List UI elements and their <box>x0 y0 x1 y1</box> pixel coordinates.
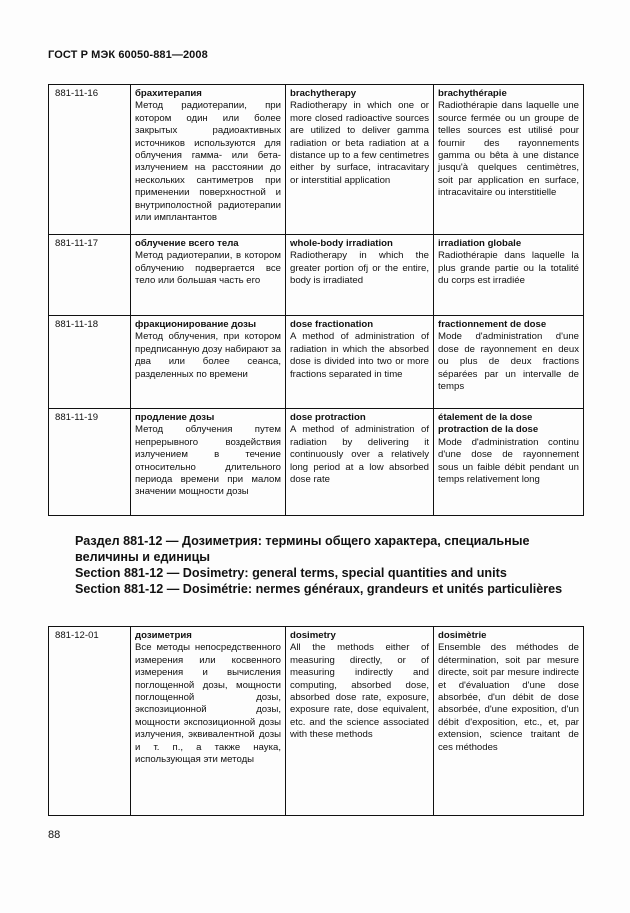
russian-definition: Все методы непосредственного измерения или косвенного измерения и вычисления поглощенной дозы, мощности поглощенной дозы, экспозиционной дозы, мощности экспозиционной дозы излучения, эквивалентной дозы и т. п., а также наука, использующая эти методы <box>135 642 281 766</box>
russian-cell <box>131 316 286 409</box>
french-term: fractionnement de dose <box>438 319 547 330</box>
page-number: 88 <box>48 829 61 841</box>
section-title-english: Section 881-12 — Dosimetry: general terms, special quantities and units <box>75 566 507 580</box>
french-term: dosimètrie <box>438 630 487 641</box>
russian-cell <box>131 85 286 235</box>
section-heading-881-12 <box>75 533 575 597</box>
english-cell <box>286 316 434 409</box>
english-term: brachytherapy <box>290 88 357 99</box>
french-cell <box>434 235 584 316</box>
term-code: 881-12-01 <box>49 627 131 816</box>
english-term: dose protraction <box>290 412 366 423</box>
russian-definition: Метод радиотерапии, в котором облучению подвергается все тело или большая часть его <box>135 250 281 287</box>
table-row <box>49 409 584 516</box>
document-header: ГОСТ Р МЭК 60050-881—2008 <box>48 49 208 61</box>
english-definition: A method of administration of radiation by delivering it continuously over a relatively long period at a low absorbed dose rate <box>290 424 429 486</box>
russian-cell <box>131 235 286 316</box>
terms-table-881-11 <box>48 84 584 516</box>
russian-definition: Метод радиотерапии, при котором один или более закрытых радиоактивных источников используются для облучения гамма- или бета-излучением на расстоянии до нескольких сантиметров при применении поверхностной и внутриполостной радиотерапии или имплантантов <box>135 100 281 224</box>
russian-term: брахитерапия <box>135 88 202 99</box>
french-definition: Mode d'administration d'une dose de rayonnement en deux ou plus de deux fractions séparées par un intervalle de temps <box>438 331 579 393</box>
english-cell <box>286 409 434 516</box>
table-row <box>49 316 584 409</box>
french-definition: Mode d'administration continu d'une dose de rayonnement sous un faible débit pendant un temps relativement long <box>438 436 579 486</box>
french-cell <box>434 85 584 235</box>
russian-cell <box>131 627 286 816</box>
russian-definition: Метод облучения, при котором предписанную дозу набирают за два или более сеанса, разделенных по времени <box>135 331 281 380</box>
section-title-russian: Раздел 881-12 — Дозиметрия: термины общего характера, специальные величины и единицы <box>75 534 530 564</box>
russian-definition: Метод облучения путем непрерывного воздействия излучением в течение относительно длительного периода времени при малом значении мощности дозы <box>135 424 281 498</box>
english-cell <box>286 627 434 816</box>
russian-cell <box>131 409 286 516</box>
section-title-french: Section 881-12 — Dosimétrie: nermes généraux, grandeurs et unités particulières <box>75 582 563 596</box>
russian-term: облучение всего тела <box>135 238 239 249</box>
english-definition: All the methods either of measuring directly, or of measuring indirectly and computing, absorbed dose, absorbed dose rate, exposure, exposure rate, dose equivalent, etc. and the science associated with these methods <box>290 642 429 741</box>
term-code: 881-11-18 <box>49 316 131 409</box>
english-cell <box>286 85 434 235</box>
english-term: whole-body irradiation <box>290 238 393 249</box>
table-row <box>49 627 584 816</box>
terms-table-881-12 <box>48 626 584 816</box>
term-code: 881-11-17 <box>49 235 131 316</box>
english-term: dose fractionation <box>290 319 374 330</box>
english-cell <box>286 235 434 316</box>
english-definition: Radiotherapy in which one or more closed radioactive sources are utilized to deliver gamma radiation or beta radiation at a distance up to a few centimetres either by surface, intracavitary or interstitial application <box>290 100 429 186</box>
french-cell <box>434 316 584 409</box>
russian-term: фракционирование дозы <box>135 319 257 330</box>
french-definition: Ensemble des méthodes de détermination, soit par mesure directe, soit par mesure indirecte et d'évaluation d'une dose absorbée, d'un débit de dose absorbée, d'une exposition, d'un débit d'exposition, etc., et, par extension, science traitant de ces méthodes <box>438 642 579 753</box>
french-definition: Radiothérapie dans laquelle une source fermée ou un groupe de telles sources est utilisé pour fournir des rayonnements gamma ou bêta à une distance jusqu'à quelques centimètres, soit par application en surface, intracavitaire ou interstitielle <box>438 100 579 199</box>
term-code: 881-11-16 <box>49 85 131 235</box>
french-term: irradiation globale <box>438 238 522 249</box>
russian-term: дозиметрия <box>135 630 192 641</box>
french-cell <box>434 627 584 816</box>
english-definition: A method of administration of radiation in which the absorbed dose is divided into two or more fractions separated in time <box>290 331 429 380</box>
french-term: brachythérapie <box>438 88 507 99</box>
table-row <box>49 85 584 235</box>
english-definition: Radiotherapy in which the greater portion ofj or the entire, body is irradiated <box>290 250 429 287</box>
french-term: étalement de la dose protraction de la dose <box>438 412 539 436</box>
french-definition: Radiothérapie dans laquelle la plus grande partie ou la totalité du corps est irradiée <box>438 250 579 287</box>
russian-term: продление дозы <box>135 412 215 423</box>
french-cell <box>434 409 584 516</box>
term-code: 881-11-19 <box>49 409 131 516</box>
english-term: dosimetry <box>290 630 336 641</box>
table-row <box>49 235 584 316</box>
